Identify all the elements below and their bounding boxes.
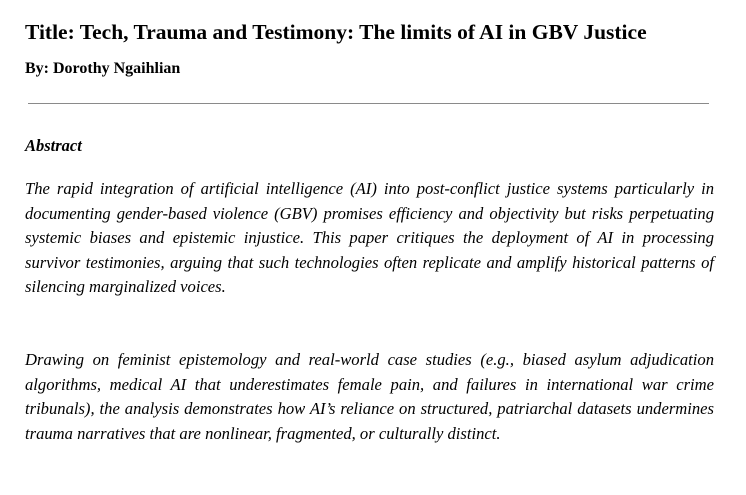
author-byline: By: Dorothy Ngaihlian [25,60,181,77]
abstract-paragraph-1: The rapid integration of artificial intelligence (AI) into post-conflict justice systems particularly in documenting gender-based violence (GBV) promises efficiency and objectivity but risks perpetuating systemic biases and epistemic injustice. This paper critiques the deployment of AI in processing survivor testimonies, arguing that such technologies often replicate and amplify historical patterns of silencing marginalized voices. [25,179,714,297]
horizontal-divider [28,103,709,104]
abstract-heading: Abstract [25,136,82,155]
paper-title: Title: Tech, Trauma and Testimony: The limits of AI in GBV Justice [25,20,647,44]
abstract-paragraph-2: Drawing on feminist epistemology and real-world case studies (e.g., biased asylum adjudication algorithms, medical AI that underestimates female pain, and failures in international war crime tribunals), the analysis demonstrates how AI’s reliance on structured, patriarchal datasets undermines trauma narratives that are nonlinear, fragmented, or culturally distinct. [25,350,714,443]
